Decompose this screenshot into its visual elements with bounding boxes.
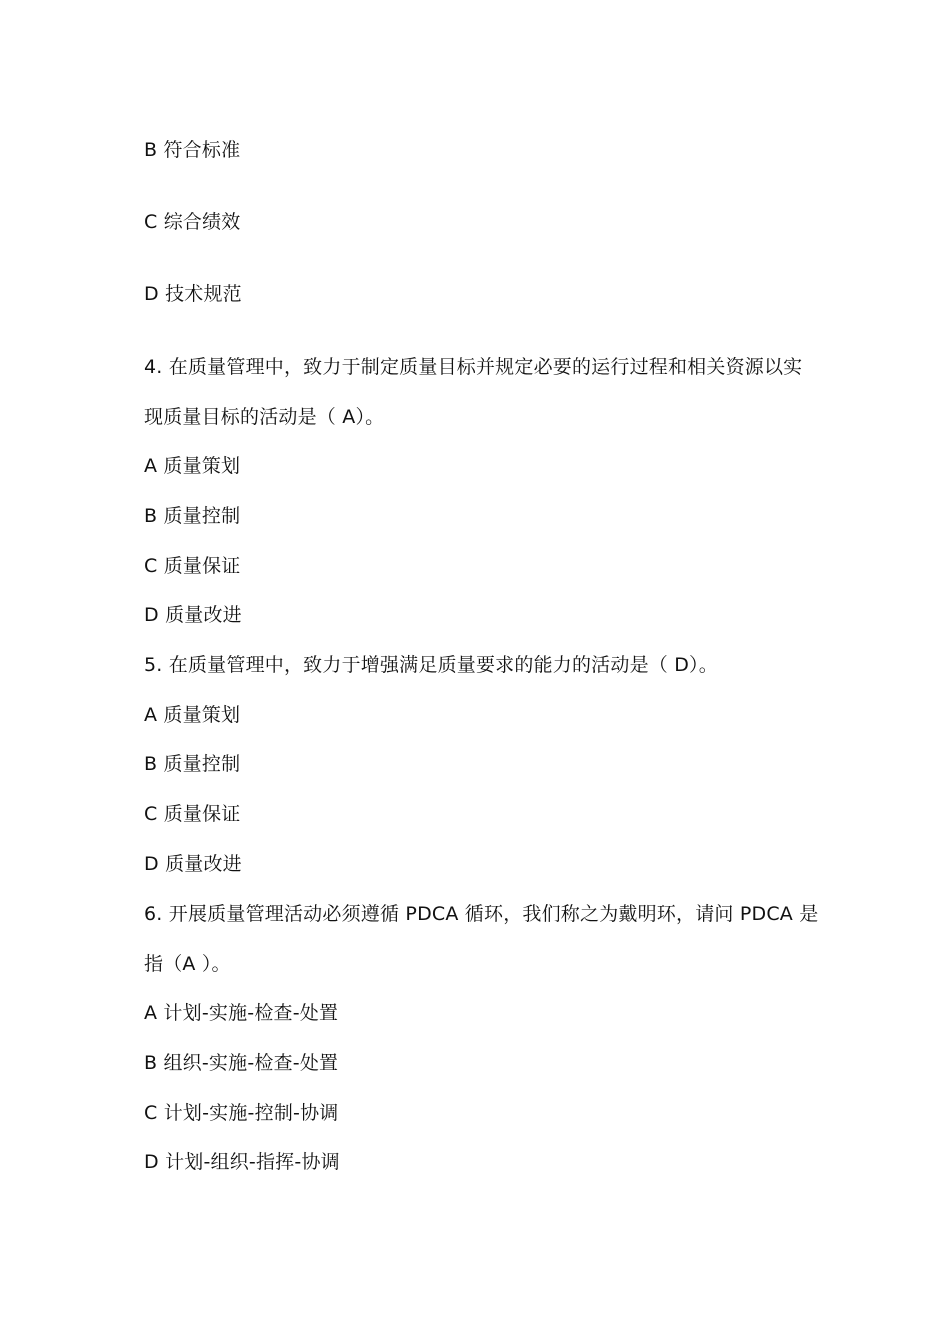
q5-option-d: D 质量改进	[144, 853, 242, 875]
q4-option-a: A 质量策划	[144, 455, 241, 477]
q6-option-c: C 计划-实施-控制-协调	[144, 1102, 339, 1124]
q6-stem-line2: 指（A ）。	[144, 953, 231, 975]
q3-option-b: B 符合标准	[144, 139, 241, 161]
q4-stem-line1: 4. 在质量管理中，致力于制定质量目标并规定必要的运行过程和相关资源以实	[144, 356, 803, 378]
q6-stem-line1: 6. 开展质量管理活动必须遵循 PDCA 循环，我们称之为戴明环，请问 PDCA 是	[144, 903, 819, 925]
q4-option-d: D 质量改进	[144, 604, 242, 626]
q3-option-d: D 技术规范	[144, 283, 242, 305]
q3-option-c: C 综合绩效	[144, 211, 241, 233]
q4-option-b: B 质量控制	[144, 505, 241, 527]
q6-option-a: A 计划-实施-检查-处置	[144, 1002, 339, 1024]
q4-stem-line2: 现质量目标的活动是（ A）。	[144, 406, 385, 428]
q5-option-c: C 质量保证	[144, 803, 241, 825]
q5-option-a: A 质量策划	[144, 704, 241, 726]
q4-option-c: C 质量保证	[144, 555, 241, 577]
q6-option-b: B 组织-实施-检查-处置	[144, 1052, 339, 1074]
q6-option-d: D 计划-组织-指挥-协调	[144, 1151, 340, 1173]
q5-stem: 5. 在质量管理中，致力于增强满足质量要求的能力的活动是（ D）。	[144, 654, 718, 676]
q5-option-b: B 质量控制	[144, 753, 241, 775]
